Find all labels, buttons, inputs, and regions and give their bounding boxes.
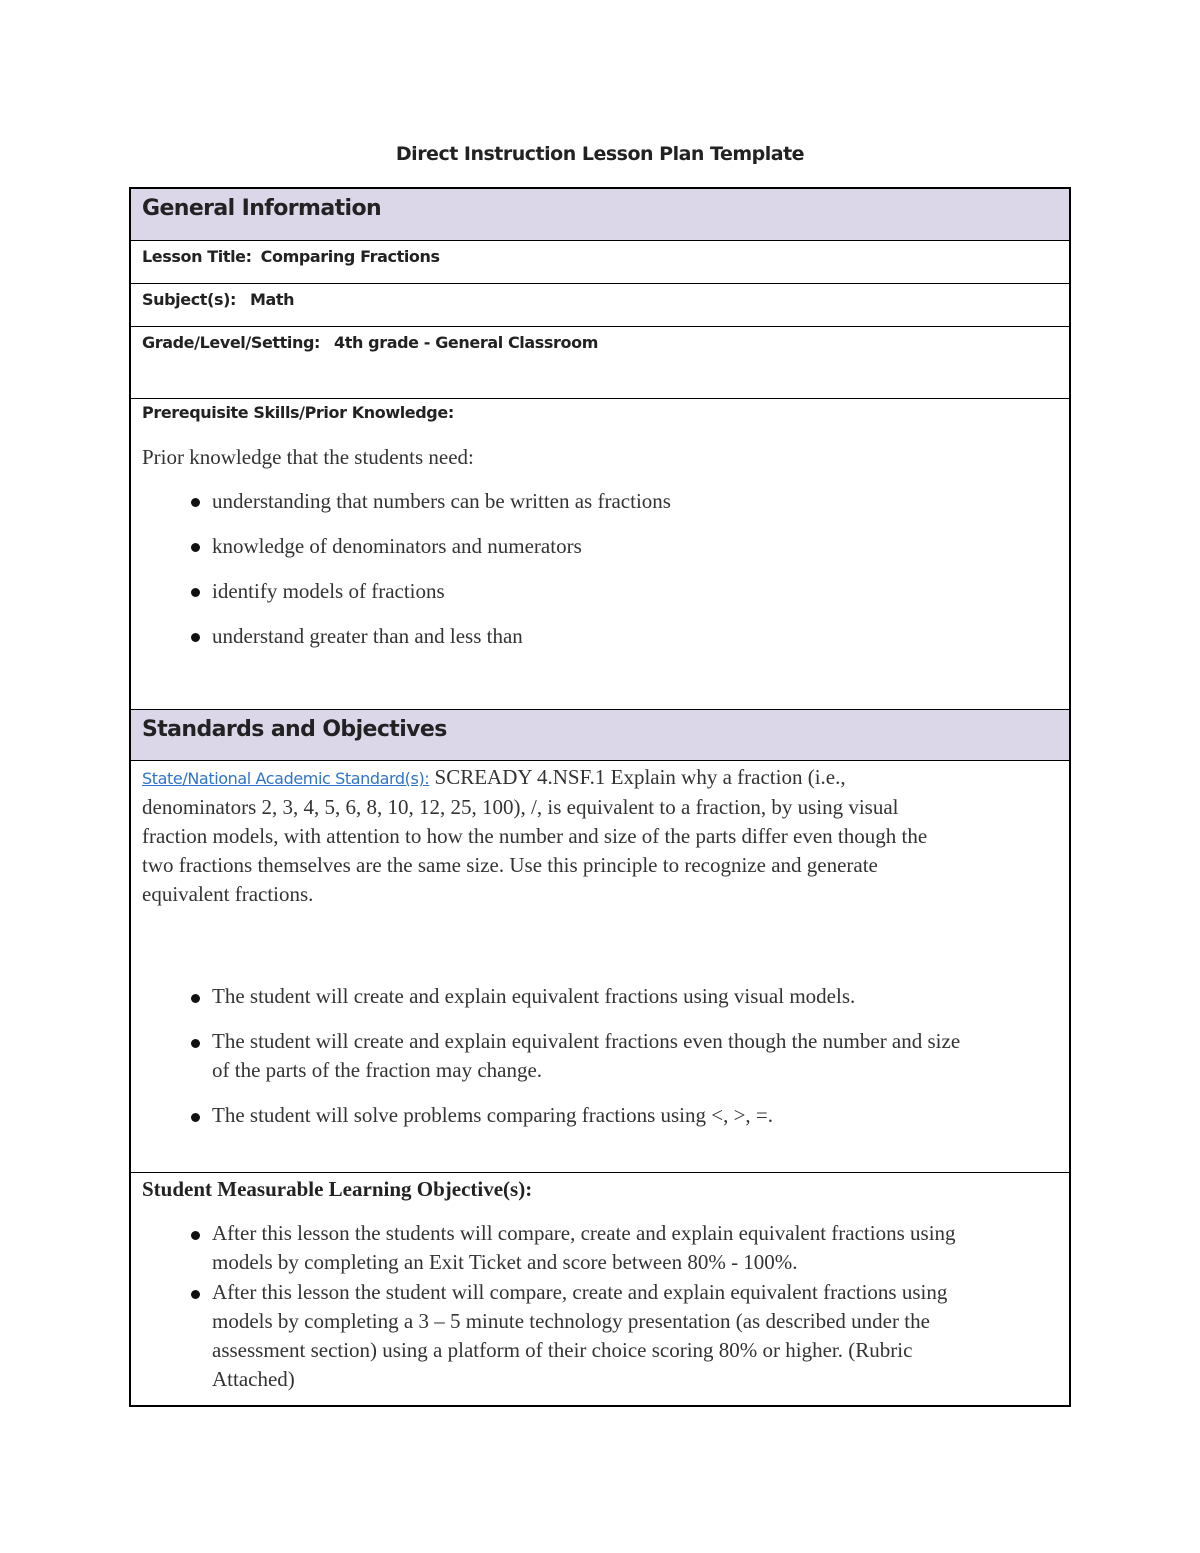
list-item: knowledge of denominators and numerators: [142, 531, 1058, 561]
lesson-title-value: Comparing Fractions: [260, 247, 440, 266]
measurable-list: [142, 1219, 1058, 1394]
grade-row: [131, 326, 1069, 398]
lesson-title-label: Lesson Title:: [142, 247, 252, 266]
list-item: After this lesson the students will compare, create and explain equivalent fractions using models by completing an Exit Ticket and score between 80% - 100%.: [142, 1219, 1058, 1277]
list-item: understand greater than and less than: [142, 621, 1058, 651]
standard-line: fraction models, with attention to how the number and size of the parts differ even though the: [142, 824, 928, 848]
subject-label: Subject(s):: [142, 290, 236, 309]
subject-row: [131, 283, 1069, 326]
list-item: The student will create and explain equivalent fractions using visual models.: [142, 982, 1058, 1011]
standard-line: SCREADY 4.NSF.1 Explain why a fraction (i.e.,: [434, 765, 846, 789]
list-item: The student will solve problems comparing fractions using <, >, =.: [142, 1101, 1058, 1130]
objective-list: [142, 982, 1058, 1130]
subject-value: Math: [249, 290, 295, 309]
prereq-label: Prerequisite Skills/Prior Knowledge:: [142, 403, 454, 422]
lesson-title-row: [131, 240, 1069, 283]
list-item: The student will create and explain equivalent fractions even though the number and size of the parts of the fraction may change.: [142, 1027, 1058, 1085]
measurable-label: Student Measurable Learning Objective(s):: [142, 1177, 533, 1201]
measurable-objectives-row: [131, 1172, 1069, 1405]
section-heading-general: General Information: [131, 189, 1069, 240]
prerequisite-row: [131, 398, 1069, 709]
grade-label: Grade/Level/Setting:: [142, 333, 321, 352]
list-item: identify models of fractions: [142, 576, 1058, 606]
list-item: After this lesson the student will compare, create and explain equivalent fractions using models by completing a 3 – 5 minute technology presentation (as described under the assessment section) using a platform of their choice scoring 80% or higher. (Rubric Attached): [142, 1278, 1058, 1394]
lesson-plan-table: [129, 187, 1071, 1407]
standard-line: denominators 2, 3, 4, 5, 6, 8, 10, 12, 25, 100), /, is equivalent to a fraction, by using visual: [142, 795, 899, 819]
standards-row: [131, 760, 1069, 1172]
standard-link[interactable]: State/National Academic Standard(s):: [142, 769, 430, 788]
document-title: Direct Instruction Lesson Plan Template: [395, 143, 805, 165]
standard-line: two fractions themselves are the same size. Use this principle to recognize and generate: [142, 853, 878, 877]
standard-line: equivalent fractions.: [142, 882, 314, 906]
prereq-list: [142, 486, 1058, 651]
list-item: understanding that numbers can be written as fractions: [142, 486, 1058, 516]
prereq-intro: Prior knowledge that the students need:: [142, 445, 474, 469]
grade-value: 4th grade - General Classroom: [334, 333, 598, 352]
section-heading-standards: Standards and Objectives: [131, 709, 1069, 760]
standard-paragraph: [142, 763, 1058, 909]
